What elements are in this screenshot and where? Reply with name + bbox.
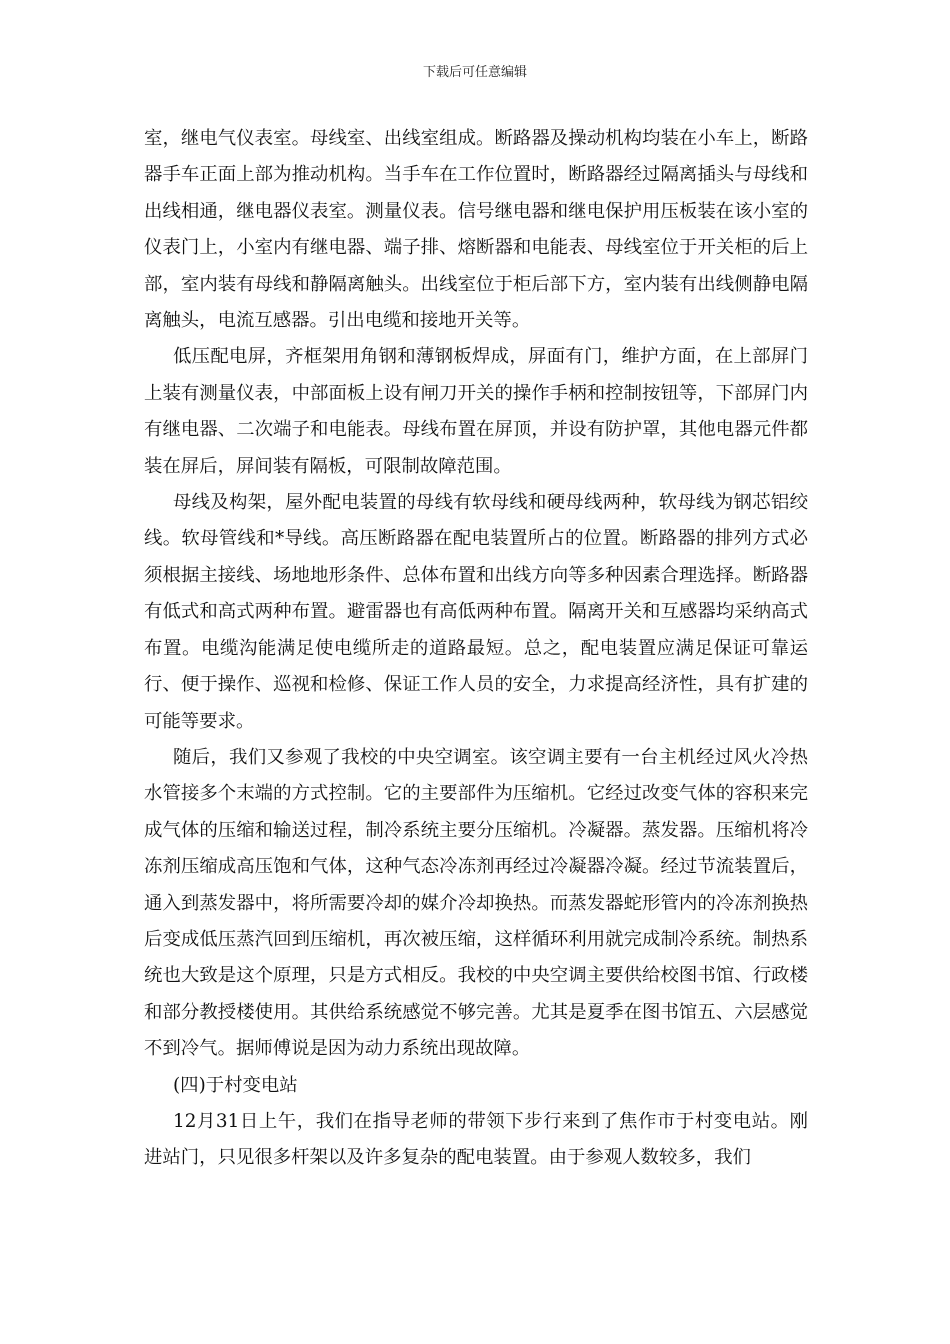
paragraph-busbar-and-frame: 母线及构架，屋外配电装置的母线有软母线和硬母线两种，软母线为钢芯铝绞线。软母管线和*导线。高压断路器在配电装置所占的位置。断路器的排列方式必须根据主接线、场地地形条件、总体布置和出线方向等多种因素合理选择。断路器有低式和高式两种布置。避雷器也有高低两种布置。隔离开关和互感器均采纳高式布置。电缆沟能满足使电缆所走的道路最短。总之，配电装置应满足保证可靠运行、便于操作、巡视和检修、保证工作人员的安全，力求提高经济性，具有扩建的可能等要求。 (144, 492, 808, 732)
paragraph-switchgear-compartments: 室，继电气仪表室。母线室、出线室组成。断路器及操动机构均装在小车上，断路器手车正面上部为推动机构。当手车在工作位置时，断路器经过隔离插头与母线和出线相通，继电器仪表室。测量仪表。信号继电器和继电保护用压板装在该小室的仪表门上，小室内有继电器、端子排、熔断器和电能表、母线室位于开关柜的后上部，室内装有母线和静隔离触头。出线室位于柜后部下方，室内装有出线侧静电隔离触头，电流互感器。引出电缆和接地开关等。 (144, 128, 808, 332)
paragraph-low-voltage-panel: 低压配电屏，齐框架用角钢和薄钢板焊成，屏面有门，维护方面，在上部屏门上装有测量仪表，中部面板上设有闸刀开关的操作手柄和控制按钮等，下部屏门内有继电器、二次端子和电能表。母线布置在屏顶，并设有防护罩，其他电器元件都装在屏后，屏间装有隔板，可限制故障范围。 (144, 346, 808, 477)
page-header: 下载后可任意编辑 (422, 65, 527, 80)
paragraph-central-air-conditioning: 随后，我们又参观了我校的中央空调室。该空调主要有一台主机经过风火冷热水管接多个末端的方式控制。它的主要部件为压缩机。它经过改变气体的容积来完成气体的压缩和输送过程，制冷系统主要分压缩机。冷凝器。蒸发器。压缩机将冷冻剂压缩成高压饱和气体，这种气态冷冻剂再经过冷凝器冷凝。经过节流装置后，通入到蒸发器中，将所需要冷却的媒介冷却换热。而蒸发器蛇形管内的冷冻剂换热后变成低压蒸汽回到压缩机，再次被压缩，这样循环利用就完成制冷系统。制热系统也大致是这个原理，只是方式相反。我校的中央空调主要供给校图书馆、行政楼和部分教授楼使用。其供给系统感觉不够完善。尤其是夏季在图书馆五、六层感觉不到冷气。据师傅说是因为动力系统出现故障。 (144, 746, 808, 1060)
paragraph-substation-visit: 12月31日上午，我们在指导老师的带领下步行来到了焦作市于村变电站。刚进站门，只见很多杆架以及许多复杂的配电装置。由于参观人数较多，我们 (144, 1110, 808, 1169)
section-heading-yucun-substation: (四)于村变电站 (173, 1074, 298, 1096)
document-body (144, 121, 808, 1177)
